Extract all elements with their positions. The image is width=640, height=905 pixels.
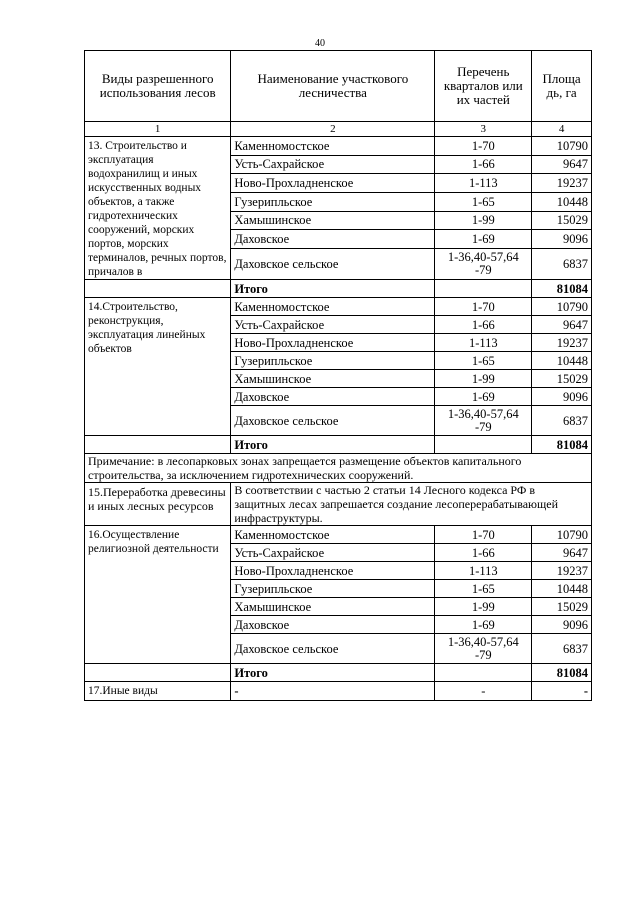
area-value: - — [532, 682, 592, 701]
area-value: 9647 — [532, 544, 592, 562]
header-permitted-use: Виды разрешенного использования лесов — [85, 51, 231, 122]
area-value: 10790 — [532, 298, 592, 316]
forestry-name: Усть-Сахрайское — [231, 316, 435, 334]
permitted-use-category: 17.Иные виды — [85, 682, 231, 701]
table-row — [85, 483, 592, 526]
forestry-name: Каменномостское — [231, 137, 435, 156]
column-number: 4 — [532, 122, 592, 137]
total-label: Итого — [231, 280, 435, 298]
forestry-name: Даховское — [231, 388, 435, 406]
quarters-list: 1-66 — [435, 155, 532, 174]
area-value: 10790 — [532, 526, 592, 544]
permitted-use-category: 16.Осуществление религиозной деятельности — [85, 526, 231, 664]
forestry-name: Усть-Сахрайское — [231, 155, 435, 174]
quarters-list: 1-66 — [435, 544, 532, 562]
area-value: 10448 — [532, 352, 592, 370]
forestry-name: Хамышинское — [231, 370, 435, 388]
land-use-table — [84, 50, 592, 701]
permitted-use-category: 15.Переработка древесины и иных лесных ресурсов — [85, 483, 231, 526]
quarters-list: 1-65 — [435, 352, 532, 370]
forestry-name: Даховское сельское — [231, 634, 435, 664]
quarters-list: 1-70 — [435, 526, 532, 544]
forestry-name: Гузерипльское — [231, 352, 435, 370]
table-row — [85, 298, 592, 316]
forestry-name: Даховское сельское — [231, 406, 435, 436]
forestry-name: Даховское — [231, 616, 435, 634]
column-number-row — [85, 122, 592, 137]
area-value: 9096 — [532, 230, 592, 249]
quarters-list: 1-113 — [435, 334, 532, 352]
forestry-name: Ново-Прохладненское — [231, 174, 435, 193]
quarters-list: 1-65 — [435, 192, 532, 211]
forestry-name: Даховское — [231, 230, 435, 249]
quarters-list: 1-69 — [435, 230, 532, 249]
area-value: 6837 — [532, 248, 592, 279]
total-empty-cell — [435, 436, 532, 454]
table-row — [85, 682, 592, 701]
area-value: 15029 — [532, 370, 592, 388]
quarters-list: 1-36,40-57,64 -79 — [435, 248, 532, 279]
table-row — [85, 526, 592, 544]
column-number: 3 — [435, 122, 532, 137]
total-row — [85, 436, 592, 454]
page-number: 40 — [315, 38, 325, 49]
area-value: 9096 — [532, 388, 592, 406]
header-area: Площа дь, га — [532, 51, 592, 122]
quarters-list: 1-70 — [435, 298, 532, 316]
forestry-name: - — [231, 682, 435, 701]
quarters-list: - — [435, 682, 532, 701]
total-row — [85, 664, 592, 682]
area-value: 10448 — [532, 192, 592, 211]
table-row — [85, 137, 592, 156]
quarters-list: 1-69 — [435, 388, 532, 406]
total-empty-cell — [85, 436, 231, 454]
forestry-name: Гузерипльское — [231, 580, 435, 598]
header-quarters: Перечень кварталов или их частей — [435, 51, 532, 122]
area-value: 19237 — [532, 334, 592, 352]
permitted-use-category: 13. Строительство и эксплуатация водохранилищ и иных искусственных водных объектов, а также гидротехнических сооружений, морских портов, морских терминалов, речных портов, причалов в — [85, 137, 231, 280]
total-empty-cell — [85, 664, 231, 682]
forestry-name: Ново-Прохладненское — [231, 334, 435, 352]
total-area: 81084 — [532, 280, 592, 298]
column-number: 1 — [85, 122, 231, 137]
total-label: Итого — [231, 664, 435, 682]
quarters-list: 1-65 — [435, 580, 532, 598]
forestry-name: Хамышинское — [231, 211, 435, 230]
quarters-list: 1-113 — [435, 562, 532, 580]
total-label: Итого — [231, 436, 435, 454]
header-row — [85, 51, 592, 122]
forestry-name: Каменномостское — [231, 298, 435, 316]
quarters-list: 1-69 — [435, 616, 532, 634]
quarters-list: 1-66 — [435, 316, 532, 334]
total-area: 81084 — [532, 664, 592, 682]
forestry-name: Ново-Прохладненское — [231, 562, 435, 580]
quarters-list: 1-113 — [435, 174, 532, 193]
section-text: В соответствии с частью 2 статьи 14 Лесного кодекса РФ в защитных лесах запрешается создание лесоперерабатывающей инфраструктуры. — [231, 483, 592, 526]
column-number: 2 — [231, 122, 435, 137]
quarters-list: 1-70 — [435, 137, 532, 156]
forestry-name: Каменномостское — [231, 526, 435, 544]
area-value: 9647 — [532, 155, 592, 174]
permitted-use-category: 14.Строительство, реконструкция, эксплуатация линейных объектов — [85, 298, 231, 436]
total-empty-cell — [435, 664, 532, 682]
area-value: 15029 — [532, 211, 592, 230]
total-area: 81084 — [532, 436, 592, 454]
area-value: 10448 — [532, 580, 592, 598]
note-row — [85, 454, 592, 483]
total-empty-cell — [85, 280, 231, 298]
forestry-name: Гузерипльское — [231, 192, 435, 211]
forestry-name: Усть-Сахрайское — [231, 544, 435, 562]
area-value: 6837 — [532, 406, 592, 436]
area-value: 19237 — [532, 174, 592, 193]
area-value: 6837 — [532, 634, 592, 664]
quarters-list: 1-99 — [435, 598, 532, 616]
forestry-name: Хамышинское — [231, 598, 435, 616]
total-row — [85, 280, 592, 298]
quarters-list: 1-99 — [435, 370, 532, 388]
area-value: 10790 — [532, 137, 592, 156]
header-forestry-name: Наименование участкового лесничества — [231, 51, 435, 122]
area-value: 9647 — [532, 316, 592, 334]
quarters-list: 1-36,40-57,64 -79 — [435, 634, 532, 664]
total-empty-cell — [435, 280, 532, 298]
note-text: Примечание: в лесопарковых зонах запрещается размещение объектов капитального строительства, за исключением гидротехнических сооружений. — [85, 454, 592, 483]
quarters-list: 1-36,40-57,64 -79 — [435, 406, 532, 436]
area-value: 19237 — [532, 562, 592, 580]
forestry-name: Даховское сельское — [231, 248, 435, 279]
area-value: 9096 — [532, 616, 592, 634]
quarters-list: 1-99 — [435, 211, 532, 230]
area-value: 15029 — [532, 598, 592, 616]
